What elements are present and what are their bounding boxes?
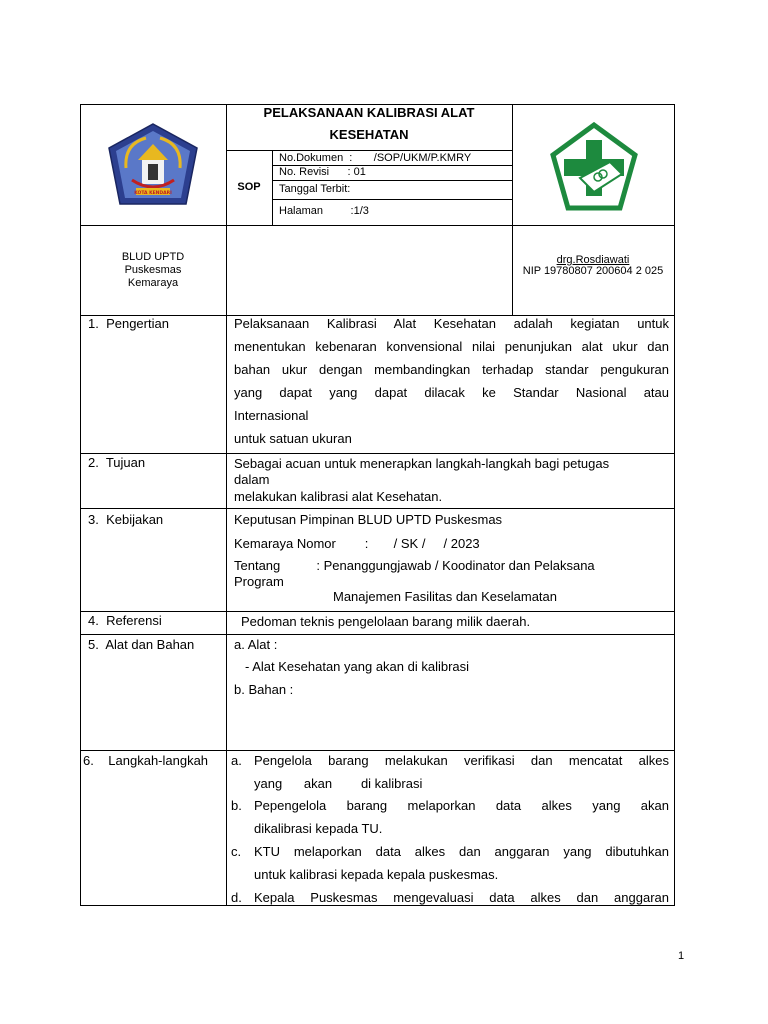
divider	[272, 180, 513, 181]
step-marker: b.	[231, 798, 242, 813]
divider	[226, 150, 513, 151]
tujuan-text: dalam	[234, 472, 270, 487]
signer-nip: NIP 19780807 200604 2 025	[522, 265, 664, 277]
pengertian-text: Internasional	[234, 408, 309, 423]
section-label-alat: 5. Alat dan Bahan	[88, 637, 195, 652]
section-label-langkah: 6. Langkah-langkah	[83, 753, 209, 768]
tujuan-text: melakukan kalibrasi alat Kesehatan.	[234, 489, 443, 504]
revision-number: No. Revisi : 01	[279, 166, 366, 178]
document-title-line1: PELAKSANAAN KALIBRASI ALAT	[263, 105, 475, 120]
section-label-pengertian: 1. Pengertian	[88, 316, 169, 331]
divider	[512, 104, 513, 316]
step-text: dikalibrasi kepada TU.	[254, 821, 383, 836]
referensi-text: Pedoman teknis pengelolaan barang milik daerah.	[241, 614, 531, 629]
kebijakan-text: Manajemen Fasilitas dan Keselamatan	[333, 589, 558, 604]
divider	[80, 634, 675, 635]
tujuan-text: Sebagai acuan untuk menerapkan langkah-langkah bagi petugas	[234, 456, 610, 471]
org-name-line1: BLUD UPTD	[121, 251, 185, 263]
crest-banner-text: KOTA KENDARI	[134, 191, 172, 196]
pengertian-text: yang dapat yang dapat dilacak ke Standar Nasional atau	[234, 385, 669, 400]
org-name-line2: Puskesmas	[124, 264, 182, 276]
divider	[80, 225, 675, 226]
alat-text: a. Alat :	[234, 637, 278, 652]
pengertian-text: Pelaksanaan Kalibrasi Alat Kesehatan adalah kegiatan untuk	[234, 316, 669, 331]
divider	[80, 611, 675, 612]
health-ministry-logo	[550, 122, 638, 212]
step-text: untuk kalibrasi kepada kepala puskesmas.	[254, 867, 499, 882]
step-text: Pepengelola barang melaporkan data alkes yang akan	[254, 798, 669, 813]
page-number: 1	[678, 950, 685, 962]
alat-text: b. Bahan :	[234, 682, 294, 697]
step-marker: d.	[231, 890, 242, 905]
border-bottom	[80, 905, 675, 906]
pengertian-text: bahan ukur dengan membandingkan terhadap standar pengukuran	[234, 362, 669, 377]
section-label-kebijakan: 3. Kebijakan	[88, 512, 164, 527]
section-label-tujuan: 2. Tujuan	[88, 455, 146, 470]
kebijakan-text: Tentang : Penanggungjawab / Koodinator dan Pelaksana	[234, 558, 595, 573]
kebijakan-text: Keputusan Pimpinan BLUD UPTD Puskesmas	[234, 512, 503, 527]
section-label-referensi: 4. Referensi	[88, 613, 162, 628]
divider	[80, 453, 675, 454]
step-text: Kepala Puskesmas mengevaluasi data alkes dan anggaran	[254, 890, 669, 905]
pengertian-text: untuk satuan ukuran	[234, 431, 352, 446]
pengertian-text: menentukan kebenaran konvensional nilai penunjukan alat ukur dan	[234, 339, 669, 354]
sop-label: SOP	[237, 181, 261, 193]
divider	[272, 150, 273, 226]
step-text: KTU melaporkan data alkes dan anggaran yang dibutuhkan	[254, 844, 669, 859]
issue-date: Tanggal Terbit:	[279, 183, 351, 195]
kebijakan-text: Program	[234, 574, 284, 589]
signer-name: drg.Rosdiawati	[556, 254, 630, 266]
doc-number: No.Dokumen : /SOP/UKM/P.KMRY	[279, 152, 472, 164]
step-marker: c.	[231, 844, 242, 859]
city-crest-logo	[106, 122, 200, 208]
divider	[80, 750, 675, 751]
page-info: Halaman :1/3	[279, 205, 369, 217]
divider	[80, 508, 675, 509]
step-text: yang akan di kalibrasi	[254, 776, 423, 791]
alat-text: - Alat Kesehatan yang akan di kalibrasi	[245, 659, 470, 674]
kebijakan-text: Kemaraya Nomor : / SK / / 2023	[234, 536, 480, 551]
step-marker: a.	[231, 753, 242, 768]
divider	[272, 199, 513, 200]
step-text: Pengelola barang melakukan verifikasi dan mencatat alkes	[254, 753, 669, 768]
document-title-line2: KESEHATAN	[329, 127, 409, 142]
org-name-line3: Kemaraya	[127, 277, 179, 289]
